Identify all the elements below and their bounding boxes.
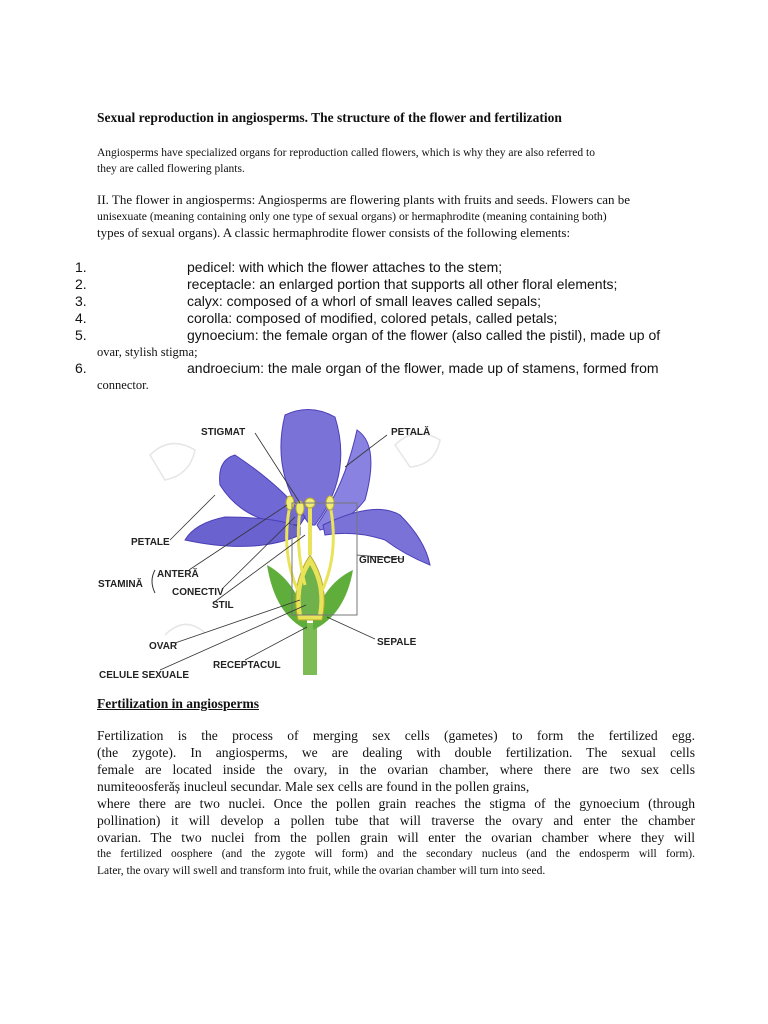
label-receptacul: RECEPTACUL [213, 660, 281, 671]
list-item [75, 276, 715, 293]
paragraph-line: numiteoosferăș inucleul secundar. Male sex cells are found in the pollen grains, [97, 779, 530, 794]
label-petala: PETALĂ [391, 427, 431, 438]
stem [303, 623, 317, 675]
list-item [75, 360, 715, 377]
flower-diagram-svg [95, 405, 535, 685]
list-text: pedicel: with which the flower attaches to the stem; [187, 259, 503, 275]
list-text: gynoecium: the female organ of the flower (also called the pistil), made up of [187, 327, 661, 343]
fertilization-heading: Fertilization in angiosperms [97, 696, 259, 711]
paragraph-line: Later, the ovary will swell and transform into fruit, while the ovarian chamber will turn into seed. [97, 865, 546, 877]
label-conectiv: CONECTIV [172, 587, 224, 598]
intro-paragraph [97, 145, 697, 177]
section-line: II. The flower in angiosperms: Angiosperms are flowering plants with fruits and seeds. Flowers can be [97, 192, 630, 207]
paragraph-line: ovarian. The two nuclei from the pollen grain will enter the ovarian chamber where they will [97, 830, 695, 845]
section-line: types of sexual organs). A classic hermaphrodite flower consists of the following elements: [97, 225, 571, 240]
list-text: receptacle: an enlarged portion that supports all other floral elements; [187, 276, 618, 292]
list-number: 4. [75, 310, 87, 326]
list-item [75, 293, 715, 310]
label-gineceu: GINECEU [359, 555, 405, 566]
label-sepale: SEPALE [377, 637, 417, 648]
label-stil: STIL [212, 600, 234, 611]
petal-lower-left [185, 517, 300, 546]
label-ovar: OVAR [149, 641, 178, 652]
intro-line: Angiosperms have specialized organs for reproduction called flowers, which is why they are also referred to [97, 147, 595, 159]
list-text: calyx: composed of a whorl of small leaves called sepals; [187, 293, 542, 309]
label-stigmat: STIGMAT [201, 427, 246, 438]
paragraph-line: pollination) it will develop a pollen tube that will traverse the ovary and enter the chamber [97, 813, 695, 828]
section-line: unisexuate (meaning containing only one type of sexual organs) or hermaphrodite (meaning containing both) [97, 209, 607, 223]
flower-elements-list [75, 259, 715, 393]
paragraph-line: (the zygote). In angiosperms, we are dealing with double fertilization. The sexual cells [97, 745, 695, 760]
list-text: androecium: the male organ of the flower, made up of stamens, formed from [187, 360, 659, 376]
list-number: 3. [75, 293, 87, 309]
list-item [75, 310, 715, 327]
page-title: Sexual reproduction in angiosperms. The structure of the flower and fertilization [97, 110, 562, 125]
paragraph-line: the fertilized oosphere (and the zygote will form) and the secondary nucleus (and the endosperm will form). [97, 848, 695, 860]
list-item [75, 327, 715, 344]
list-number: 6. [75, 360, 87, 376]
list-text: corolla: composed of modified, colored petals, called petals; [187, 310, 558, 326]
label-stamina: STAMINĂ [98, 579, 143, 590]
label-celule-sexuale: CELULE SEXUALE [99, 670, 190, 681]
paragraph-line: female are located inside the ovary, in the ovarian chamber, where there are two sex cells [97, 762, 695, 777]
list-item [75, 259, 715, 276]
list-number: 2. [75, 276, 87, 292]
intro-line: they are called flowering plants. [97, 163, 245, 175]
section-flower-paragraph [97, 192, 707, 242]
label-petale: PETALE [131, 537, 170, 548]
stamina-bracket [152, 570, 155, 593]
list-continuation: ovar, stylish stigma; [97, 345, 198, 359]
list-number: 1. [75, 259, 87, 275]
list-continuation: connector. [97, 378, 149, 392]
flower-diagram [95, 405, 535, 685]
paragraph-line: Fertilization is the process of merging sex cells (gametes) to form the fertilized egg. [97, 728, 695, 743]
fertilization-paragraph [97, 727, 695, 880]
list-number: 5. [75, 327, 87, 343]
paragraph-line: where there are two nuclei. Once the pollen grain reaches the stigma of the gynoecium (through [97, 796, 695, 811]
label-antera: ANTERĂ [157, 569, 199, 580]
